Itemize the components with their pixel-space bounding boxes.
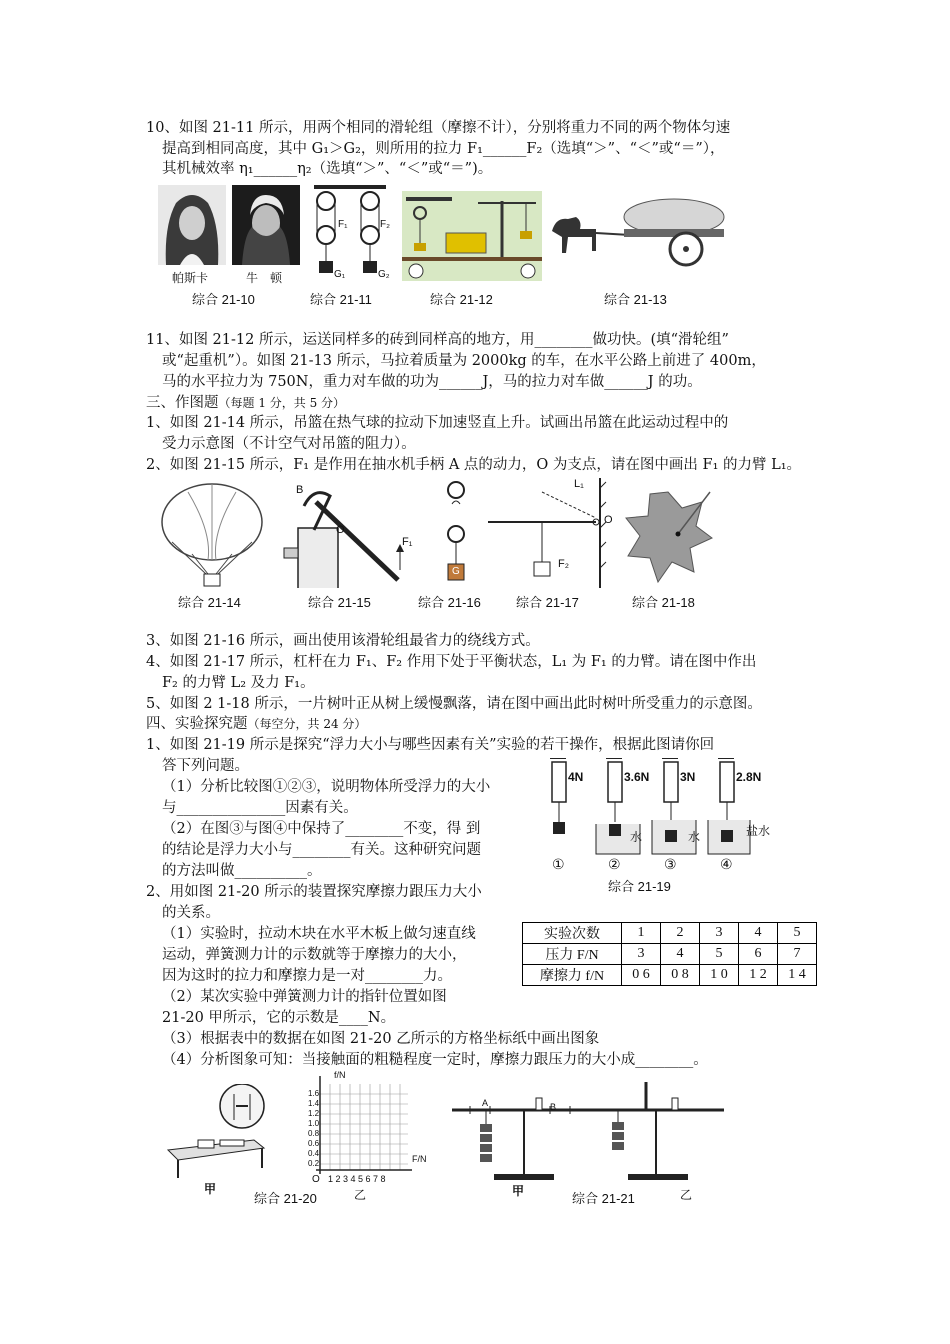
scale4-reading: 2.8N <box>736 770 762 784</box>
hot-air-balloon-diagram <box>158 482 268 592</box>
table-cell: 0 8 <box>661 965 700 986</box>
lever-label-l1: L₁ <box>574 478 584 490</box>
caption-21-20: 综合 21-20 <box>254 1191 317 1206</box>
lever-diagram <box>484 478 614 588</box>
exp2-p3: （3）根据表中的数据在如图 21-20 乙所示的方格坐标纸中画出图象 <box>162 1031 600 1047</box>
water-label-2: 水 <box>688 830 701 844</box>
lever-balance-jia-diagram <box>450 1094 600 1184</box>
draw2-line1: 2、如图 21-15 所示，F₁ 是作用在抽水机手柄 A 点的动力，O 为支点，请在图中画出 F₁ 的力臂 L₁。 <box>146 457 802 473</box>
exp2-p1b: 运动，弹簧测力计的示数就等于摩擦力的大小， <box>162 947 467 963</box>
label-f2: F₂ <box>380 219 390 230</box>
q11-line1: 11、如图 21-12 所示，运送同样多的砖到同样高的地方，用________做功快。(填“滑轮组” <box>146 332 729 348</box>
label-f1: F₁ <box>338 219 348 230</box>
scale3-reading: 3N <box>680 770 696 784</box>
table-cell: 5 <box>700 944 739 965</box>
step-1-label: ① <box>552 856 565 872</box>
grid-y-tick: 1.6 <box>308 1089 320 1098</box>
section-4-title: 四、实验探究题 <box>146 716 248 732</box>
exp1-line2: 答下列问题。 <box>162 758 249 774</box>
label-g1: G₁ <box>334 269 346 280</box>
grid-y-axis-label: f/N <box>334 1070 346 1080</box>
caption-21-10: 综合 21-10 <box>192 292 255 307</box>
balance-label-b: B <box>550 1102 557 1112</box>
q11-line3: 马的水平拉力为 750N，重力对车做的功为______J，马的拉力对车做______J 的功。 <box>162 374 702 390</box>
caption-21-19: 综合 21-19 <box>608 879 671 894</box>
table-row <box>523 944 817 965</box>
exp1-line1: 1、如图 21-19 所示是探究“浮力大小与哪些因素有关”实验的若干操作，根据此图请你回 <box>146 737 715 753</box>
horse-cart-diagram <box>546 195 726 275</box>
grid-y-tick: 0.8 <box>308 1129 320 1138</box>
figure-row-3 <box>160 1070 730 1205</box>
fig21-yi-label: 乙 <box>680 1188 693 1202</box>
caption-21-12: 综合 21-12 <box>430 292 493 307</box>
table-cell: 1 0 <box>700 965 739 986</box>
leaf-diagram <box>622 482 714 586</box>
water-label-1: 水 <box>630 830 643 844</box>
grid-y-tick: 0.6 <box>308 1139 320 1148</box>
exp2-p1a: （1）实验时，拉动木块在水平木板上做匀速直线 <box>162 926 476 942</box>
table-cell: 1 4 <box>778 965 817 986</box>
table-cell: 3 <box>700 923 739 944</box>
table-cell: 5 <box>778 923 817 944</box>
section-4-heading <box>146 714 366 734</box>
pascal-name: 帕斯卡 <box>172 271 209 285</box>
balance-label-a: A <box>482 1098 489 1108</box>
friction-apparatus-diagram <box>164 1084 274 1180</box>
exp1-p1a: （1）分析比较图①②③，说明物体所受浮力的大小 <box>162 779 491 795</box>
draw4-line1: 4、如图 21-17 所示，杠杆在力 F₁、F₂ 作用下处于平衡状态，L₁ 为 F₁ 的力臂。请在图中作出 <box>146 654 757 670</box>
lever-balance-yi-diagram <box>594 1082 730 1184</box>
step-3-label: ③ <box>664 856 677 872</box>
newton-name: 牛 顿 <box>246 271 283 285</box>
buoyancy-experiment-figure <box>536 758 786 893</box>
table-cell: 0 6 <box>622 965 661 986</box>
table-header: 摩擦力 f/N <box>523 965 622 986</box>
grid-x-ticks: 1 2 3 4 5 6 7 8 <box>328 1174 386 1184</box>
section-3-title: 三、作图题 <box>146 395 219 411</box>
draw1-line2: 受力示意图（不计空气对吊篮的阻力）。 <box>162 436 416 452</box>
pump-label-o: O <box>336 524 345 536</box>
section-3-heading <box>146 393 345 413</box>
caption-21-16: 综合 21-16 <box>418 595 481 610</box>
draw4-line2: F₂ 的力臂 L₂ 及力 F₁。 <box>162 675 315 691</box>
exp2-p1c: 因为这时的拉力和摩擦力是一对________力。 <box>162 968 452 984</box>
grid-y-tick: 1.4 <box>308 1099 320 1108</box>
lever-label-o: O <box>604 514 613 526</box>
table-cell: 3 <box>622 944 661 965</box>
draw1-line1: 1、如图 21-14 所示，吊篮在热气球的拉动下加速竖直上升。试画出吊篮在此运动过程中的 <box>146 415 729 431</box>
friction-grid-paper <box>308 1070 428 1190</box>
salt-water-label: 盐水 <box>746 824 771 838</box>
friction-data-table <box>522 922 817 986</box>
caption-21-14: 综合 21-14 <box>178 595 241 610</box>
table-cell: 1 <box>622 923 661 944</box>
table-row <box>523 965 817 986</box>
section-4-note: （每空分，共 24 分） <box>247 717 367 731</box>
grid-y-tick: 1.2 <box>308 1109 320 1118</box>
pump-label-f1: F₁ <box>402 536 413 548</box>
q10-line1: 10、如图 21-11 所示，用两个相同的滑轮组（摩擦不计），分别将重力不同的两个物体匀速 <box>146 120 731 136</box>
label-g2: G₂ <box>378 269 390 280</box>
caption-21-18: 综合 21-18 <box>632 595 695 610</box>
lever-label-f2: F₂ <box>558 558 569 570</box>
exp1-p2c: 的方法叫做__________。 <box>162 863 322 879</box>
exp1-p2a: （2）在图③与图④中保持了________不变，得 到 <box>162 821 481 837</box>
grid-y-tick: 1.0 <box>308 1119 320 1128</box>
table-cell: 2 <box>661 923 700 944</box>
exp1-p1b: 与_______________因素有关。 <box>162 800 358 816</box>
figure-row-2 <box>158 478 718 613</box>
brick-crane-diagram <box>402 191 542 281</box>
water-pump-diagram <box>268 478 428 588</box>
caption-21-11: 综合 21-11 <box>310 292 372 307</box>
grid-origin-label: O <box>312 1174 320 1185</box>
step-2-label: ② <box>608 856 621 872</box>
exp1-p2b: 的结论是浮力大小与________有关。这种研究问题 <box>162 842 481 858</box>
scale2-reading: 3.6N <box>624 770 650 784</box>
table-cell: 1 2 <box>739 965 778 986</box>
table-cell: 4 <box>739 923 778 944</box>
draw3-line1: 3、如图 21-16 所示，画出使用该滑轮组最省力的绕线方式。 <box>146 633 540 649</box>
fig20-yi-label: 乙 <box>354 1188 367 1202</box>
section-3-note: （每题 1 分，共 5 分） <box>218 396 346 410</box>
grid-x-axis-label: F/N <box>412 1154 427 1164</box>
exp2-line2: 的关系。 <box>162 905 220 921</box>
grid-y-tick: 0.4 <box>308 1149 320 1158</box>
step-4-label: ④ <box>720 856 733 872</box>
caption-21-15: 综合 21-15 <box>308 595 371 610</box>
exp2-p2b: 21-20 甲所示，它的示数是____N。 <box>162 1010 396 1026</box>
table-header: 实验次数 <box>523 923 622 944</box>
scale1-reading: 4N <box>568 770 584 784</box>
pascal-portrait <box>158 185 226 265</box>
table-row <box>523 923 817 944</box>
table-cell: 4 <box>661 944 700 965</box>
draw5-line1: 5、如图 2 1-18 所示，一片树叶正从树上缓慢飘落，请在图中画出此时树叶所受重力的示意图。 <box>146 696 762 712</box>
pump-label-b: B <box>296 484 304 496</box>
caption-21-17: 综合 21-17 <box>516 595 579 610</box>
fig21-jia-label: 甲 <box>512 1184 525 1198</box>
exp2-p2a: （2）某次实验中弹簧测力计的指针位置如图 <box>162 989 447 1005</box>
table-cell: 7 <box>778 944 817 965</box>
q10-line3: 其机械效率 η₁______η₂（选填“＞”、“＜”或“＝”)。 <box>162 161 493 177</box>
table-cell: 6 <box>739 944 778 965</box>
grid-y-tick: 0.2 <box>308 1159 320 1168</box>
q11-line2: 或“起重机”）。如图 21-13 所示，马拉着质量为 2000kg 的车，在水平公路上前进了 400m， <box>162 353 766 369</box>
caption-21-13: 综合 21-13 <box>604 292 667 307</box>
fig20-jia-label: 甲 <box>204 1182 217 1196</box>
exp2-p4: （4）分析图象可知：当接触面的粗糙程度一定时，摩擦力跟压力的大小成________。 <box>162 1052 708 1068</box>
table-header: 压力 F/N <box>523 944 622 965</box>
figure-row-1 <box>158 185 728 305</box>
newton-portrait <box>232 185 300 265</box>
caption-21-21: 综合 21-21 <box>572 1191 635 1206</box>
exp2-line1: 2、用如图 21-20 所示的装置探究摩擦力跟压力大小 <box>146 884 482 900</box>
pulley-label-g: G <box>452 566 460 577</box>
q10-line2: 提高到相同高度，其中 G₁＞G₂，则所用的拉力 F₁______F₂（选填“＞”、“＜”或“＝”）， <box>162 141 725 157</box>
